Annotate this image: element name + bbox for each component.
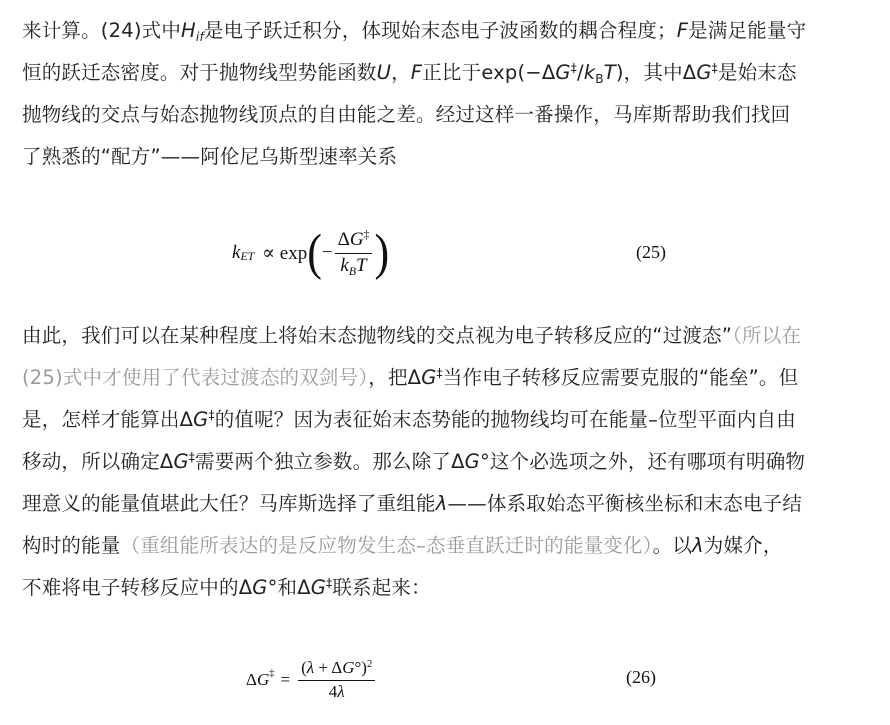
- right-paren: ): [374, 224, 390, 281]
- paragraph-1-line-1: 来计算。(24)式中$H_{if}$是电子跃迁积分，体现始末态电子波函数的耦合程度；F是满足能量守: [22, 19, 807, 45]
- paragraph-2-line-7: 不难将电子转移反应中的ΔG°和ΔG‡联系起来：: [22, 576, 431, 599]
- paragraph-2-line-1: 由此，我们可以在某种程度上将始末态抛物线的交点视为电子转移反应的“过渡态”（所以在: [22, 324, 802, 347]
- paragraph-2: [22, 315, 880, 609]
- fraction-denominator: $k_BT$: [340, 254, 367, 278]
- left-paren: (: [307, 224, 322, 281]
- fraction-numerator: $(\lambda + \Delta G^\circ)^2$: [298, 659, 375, 681]
- equation-26-number: (26): [626, 667, 656, 687]
- paragraph-2-line-2: (25)式中才使用了代表过渡态的双剑号），把ΔG‡当作电子转移反应需要克服的“能垒”。但: [22, 366, 799, 389]
- paragraph-2-line-5: 理意义的能量值堪此大任？马库斯选择了重组能λ——体系取始态平衡核坐标和末态电子结: [22, 492, 803, 515]
- paragraph-1: [22, 10, 880, 178]
- equation-25-number: (25): [636, 242, 666, 262]
- equation-26: Δ G ‡ = $\frac{(\lambda + \Delta G^\circ)^2}{4\lambda}$: [246, 650, 377, 710]
- fraction-numerator: ΔG‡: [335, 230, 373, 254]
- paragraph-1-line-2: 恒的跃迁态密度。对于抛物线型势能函数U，F正比于$\exp(-\Delta G^\ddagger/k_BT)$，其中ΔG‡是始末态: [22, 61, 797, 87]
- paragraph-2-line-4: 移动，所以确定ΔG‡需要两个独立参数。那么除了ΔG°这个必选项之外，还有哪项有明确物: [22, 450, 806, 473]
- paragraph-1-line-3: 抛物线的交点与始态抛物线顶点的自由能之差。经过这样一番操作，马库斯帮助我们找回: [22, 103, 791, 126]
- equation-25: k $_{ET}$ ∝ exp ( − $\frac{\Delta G^\ddagger}{k_BT}$ ): [232, 224, 390, 281]
- fraction: [298, 659, 375, 701]
- paragraph-1-line-4: 了熟悉的“配方”——阿伦尼乌斯型速率关系: [22, 145, 398, 168]
- fraction: [335, 230, 373, 277]
- paragraph-2-line-3: 是，怎样才能算出ΔG‡的值呢？因为表征始末态势能的抛物线均可在能量–位型平面内自由: [22, 408, 796, 431]
- paragraph-2-line-6: 构时的能量（重组能所表达的是反应物发生态–态垂直跃迁时的能量变化）。以λ为媒介，: [22, 534, 783, 557]
- fraction-denominator: 4λ: [328, 681, 345, 701]
